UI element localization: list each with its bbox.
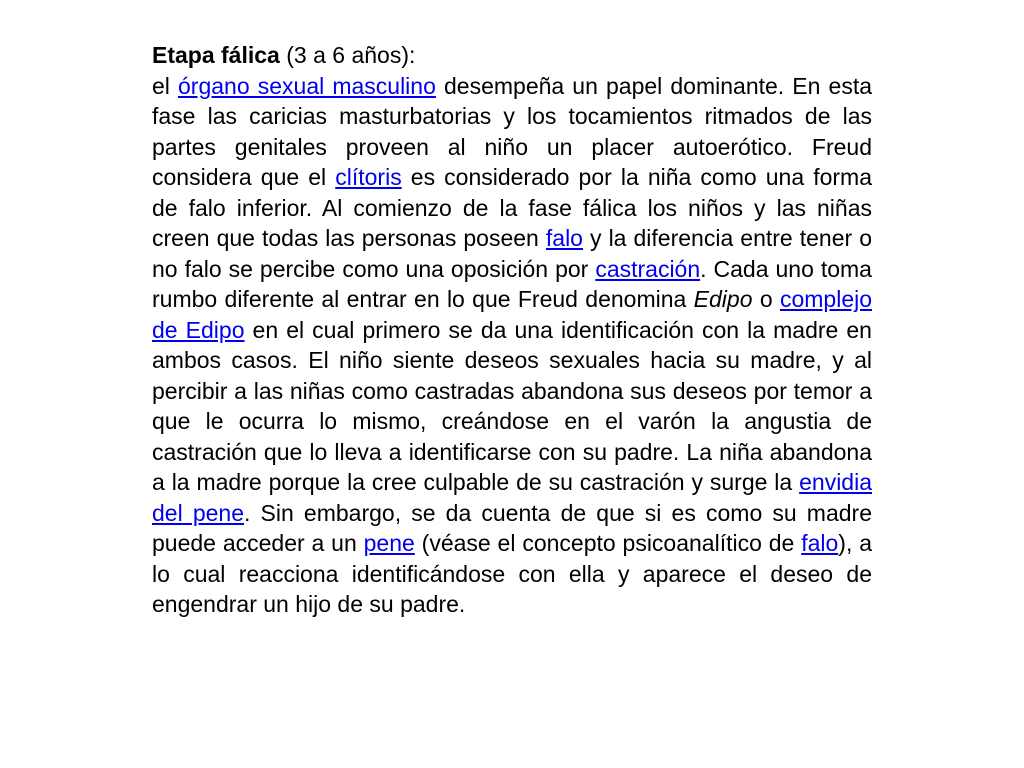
text-block xyxy=(152,40,872,620)
heading-title: Etapa fálica xyxy=(152,42,280,68)
text-run: es considerado por la niña como una forma de falo inferior. Al comienzo de la fase fálica los niños y las niñas creen que todas las personas poseen xyxy=(152,164,872,251)
link-castracion[interactable]: castración xyxy=(595,255,701,282)
text-run: y la diferencia entre tener o no falo se percibe como una oposición por xyxy=(152,225,872,282)
link-envidia-del-pene[interactable]: envidia del pene xyxy=(152,469,872,526)
link-falo[interactable]: falo xyxy=(545,225,583,251)
text-run: o xyxy=(752,286,780,312)
heading-age-range: (3 a 6 años): xyxy=(279,42,416,68)
text-run: en el cual primero se da una identificación con la madre en ambos casos. El niño siente deseos sexuales hacia su madre, y al percibir a las niñas como castradas abandona sus deseos por temor a que le ocurra lo mismo, creándose en el varón la angustia de castración que lo lleva a identificarse con su padre. La niña abandona a la madre porque la cree culpable de su castración y surge la xyxy=(152,316,872,495)
text-run: . Sin embargo, se da cuenta de que si es como su madre puede acceder a un xyxy=(152,499,872,556)
text-run: el xyxy=(152,72,179,99)
italic-edipo: Edipo xyxy=(693,286,753,312)
text-run: (véase el concepto psicoanalítico de xyxy=(414,530,802,556)
link-clitoris[interactable]: clítoris xyxy=(335,164,402,190)
section-heading xyxy=(152,40,872,71)
text-run: desempeña un papel dominante. En esta fase las caricias masturbatorias y los tocamientos ritmados de las partes genitales proveen al niño un placer autoerótico. Freud considera que el xyxy=(152,72,872,190)
link-complejo-de-edipo[interactable]: complejo de Edipo xyxy=(152,286,873,343)
link-falo-concepto[interactable]: falo xyxy=(801,530,839,556)
text-run: ), a lo cual reacciona identificándose con ella y aparece el deseo de engendrar un hijo de su padre. xyxy=(152,530,873,617)
body-paragraph xyxy=(152,71,872,620)
link-pene[interactable]: pene xyxy=(363,530,415,556)
text-run: . Cada uno toma rumbo diferente al entrar en lo que Freud denomina xyxy=(152,255,872,312)
link-organo-sexual-masculino[interactable]: órgano sexual masculino xyxy=(178,72,436,99)
